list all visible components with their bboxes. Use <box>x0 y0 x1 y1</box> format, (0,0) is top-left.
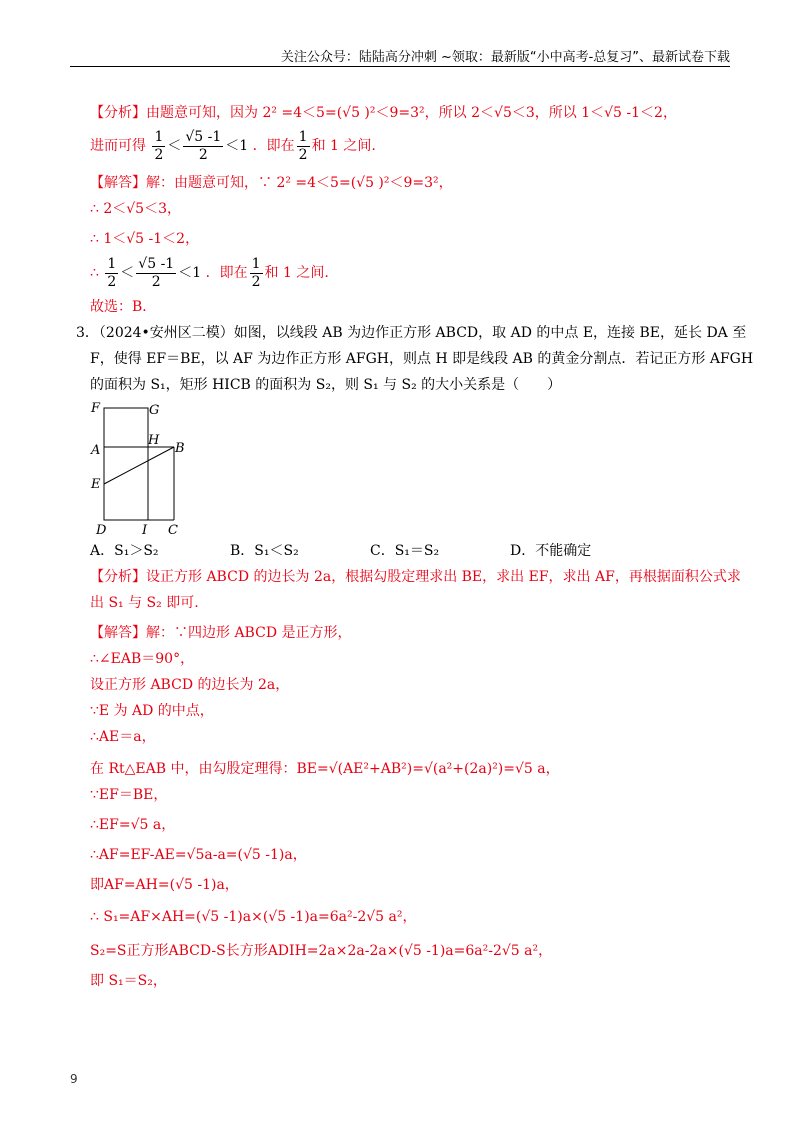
q3-analysis-line-1: 【分析】设正方形 ABCD 的边长为 2a，根据勾股定理求出 BE，求出 EF，求出 AF，再根据面积公式求 <box>90 569 741 585</box>
q3-line-3: ∴AE＝a， <box>90 729 156 745</box>
label-C: C <box>168 523 178 538</box>
q2-analysis-line-1 <box>90 100 730 126</box>
q3-line-4: 在 Rt△EAB 中，由勾股定理得：BE=√(AE²+AB²)=√(a²+(2a)²)=√5 a， <box>90 761 560 777</box>
q2-step-2: ∴ 1＜√5 -1＜2， <box>90 231 200 247</box>
option-b: B．S₁＜S₂ <box>230 543 299 559</box>
q3-line-0: ∴∠EAB＝90°， <box>90 651 195 667</box>
q3-line-7: ∴AF=EF-AE=√5a-a=(√5 -1)a， <box>90 847 307 863</box>
q2-analysis-line-2: 进而可得 $\frac{1}{2}$ ＜ $\frac{√5 -1}{2}$ ＜1 ．即在 $\frac{1}{2}$ 和 1 之间. <box>90 128 376 163</box>
q2-choice: 故选：B． <box>90 299 157 315</box>
q2-analysis-text-2b: ．即在 <box>252 138 295 154</box>
page-number: 9 <box>70 1072 78 1086</box>
option-a: A．S₁＞S₂ <box>90 543 159 559</box>
q2-answer-text-1: 解：由题意可知，∵ 2² =4＜5=(√5 )²＜9=3²， <box>146 175 453 191</box>
q2-analysis-tag: 【分析】 <box>90 105 146 121</box>
q3-options <box>90 538 730 564</box>
q3-line-10: S₂=S正方形ABCD-S长方形ADIH=2a×2a-2a×(√5 -1)a=6a²-2√5 a²， <box>90 943 553 959</box>
line-eb <box>104 447 174 484</box>
q3-stem-3: 的面积为 S₁，矩形 HICB 的面积为 S₂，则 S₁ 与 S₂ 的大小关系是（ ） <box>90 377 562 393</box>
q3-line-9: ∴ S₁=AF×AH=(√5 -1)a×(√5 -1)a=6a²-2√5 a²， <box>90 909 417 925</box>
label-A: A <box>91 443 101 458</box>
header-rule <box>70 66 730 67</box>
label-F: F <box>91 402 101 416</box>
label-D: D <box>96 523 107 538</box>
label-H: H <box>148 433 160 448</box>
label-B: B <box>175 441 185 456</box>
q2-step-3: ∴ $\frac{1}{2}$ ＜ $\frac{√5 -1}{2}$ ＜1 ．即在 $\frac{1}{2}$ 和 1 之间. <box>90 255 329 290</box>
q3-line-2: ∵E 为 AD 的中点， <box>90 703 214 719</box>
page-content <box>76 100 754 994</box>
label-E: E <box>91 477 101 492</box>
fraction-one-half-4: $\frac{1}{2}$ <box>251 255 261 290</box>
fraction-one-half-3: $\frac{1}{2}$ <box>107 255 117 290</box>
q2-answer-line-1 <box>90 170 730 196</box>
q3-line-5: ∵EF＝BE， <box>90 787 168 803</box>
q2-analysis-text-2c: 和 1 之间. <box>311 138 376 154</box>
q3-line-11: 即 S₁＝S₂， <box>90 973 167 989</box>
page-header: 关注公众号：陆陆高分冲刺 ~领取：最新版“小中高考-总复习”、最新试卷下载 <box>280 50 730 65</box>
option-c: C．S₁＝S₂ <box>370 543 440 559</box>
q2-analysis-text-2a: 进而可得 <box>90 138 146 154</box>
label-I: I <box>142 523 148 538</box>
q2-answer-tag: 【解答】 <box>90 175 146 191</box>
q3-stem-1: 3．（2024•安州区二模）如图，以线段 AB 为边作正方形 ABCD，取 AD 的中点 E，连接 BE，延长 DA 至 <box>76 325 747 341</box>
q3-line-1: 设正方形 ABCD 的边长为 2a， <box>90 677 290 693</box>
q3-analysis-line-2: 出 S₁ 与 S₂ 即可. <box>90 595 199 611</box>
q3-analysis-tag: 【分析】 <box>90 569 146 585</box>
q2-step-1: ∴ 2＜√5＜3， <box>90 201 181 217</box>
fraction-sqrt5-minus1-over-2-b: $\frac{√5 -1}{2}$ <box>138 255 175 290</box>
option-d: D．不能确定 <box>510 543 592 559</box>
label-G: G <box>149 403 160 418</box>
q2-analysis-text-1: 由题意可知，因为 2² =4＜5=(√5 )²＜9=3²，所以 2＜√5＜3，所以 1＜√5 -1＜2， <box>146 105 677 121</box>
geometry-figure <box>90 402 200 538</box>
q3-answer-line-1: 【解答】解：∵四边形 ABCD 是正方形， <box>90 625 352 641</box>
fraction-sqrt5-minus1-over-2: $\frac{√5 -1}{2}$ <box>185 128 222 163</box>
fraction-one-half-2: $\frac{1}{2}$ <box>298 128 308 163</box>
fraction-one-half: $\frac{1}{2}$ <box>154 128 164 163</box>
q3-line-6: ∴EF=√5 a， <box>90 817 176 833</box>
q3-answer-tag: 【解答】 <box>90 625 146 641</box>
q3-line-8: 即AF=AH=(√5 -1)a， <box>90 877 239 893</box>
q3-stem-2: F，使得 EF＝BE，以 AF 为边作正方形 AFGH，则点 H 即是线段 AB 的黄金分割点．若记正方形 AFGH <box>90 351 754 367</box>
